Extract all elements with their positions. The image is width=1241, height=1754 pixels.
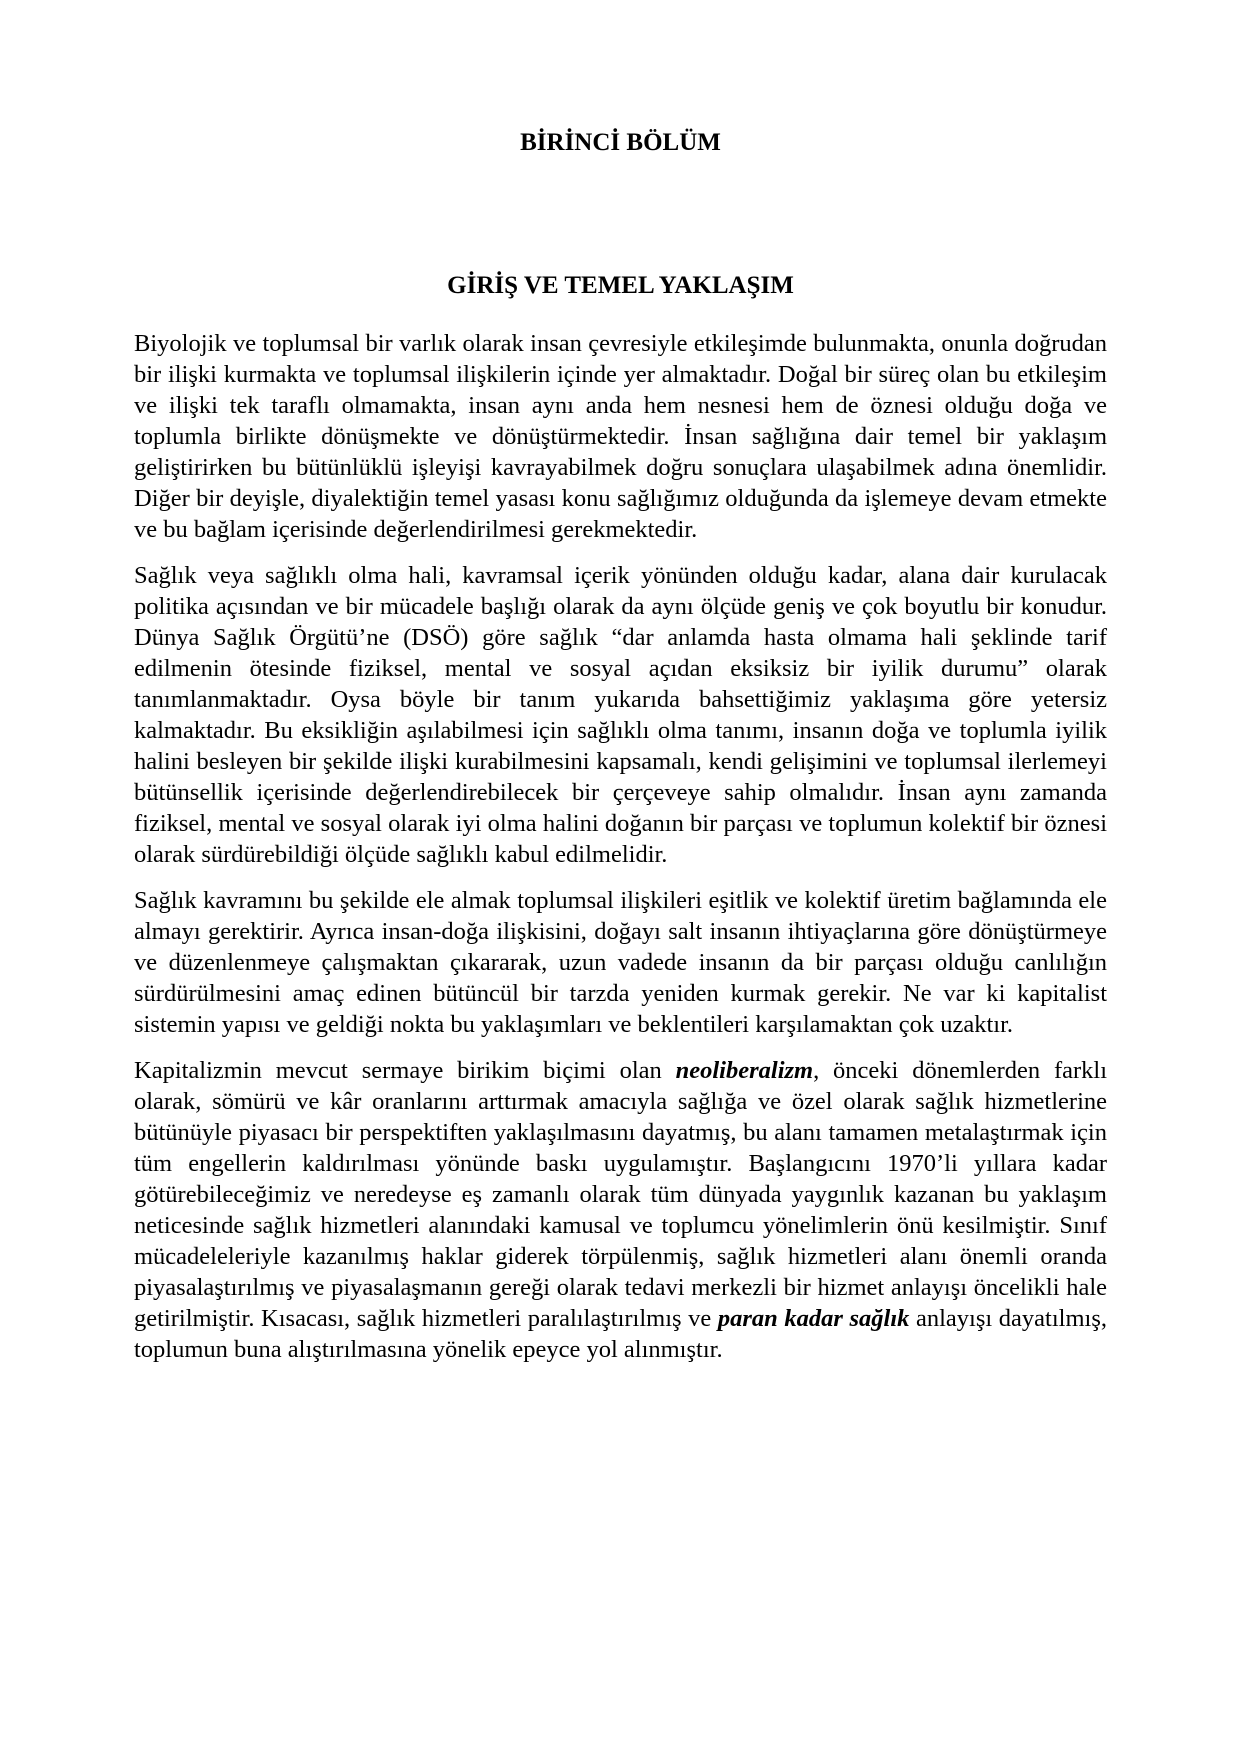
- emphasized-text: paran kadar sağlık: [717, 1305, 910, 1332]
- paragraph: [134, 560, 1107, 870]
- paragraph: [134, 328, 1107, 545]
- body-text: [134, 328, 1107, 1365]
- body-run: Sağlık kavramını bu şekilde ele almak toplumsal ilişkileri eşitlik ve kolektif üretim bağlamında ele almayı gerektirir. Ayrıca insan-doğa ilişkisini, doğayı salt insanın ihtiyaçlarına göre dönüştürmeye ve düzenlenmeye çalışmaktan çıkararak, uzun vadede insanın da bir parçası olduğu canlılığın sürdürülmesini amaç edinen bütüncül bir tarzda yeniden kurmak gerekir. Ne var ki kapitalist sistemin yapısı ve geldiği nokta bu yaklaşımları ve beklentileri karşılamaktan çok uzaktır.: [134, 887, 1107, 1038]
- paragraph: [134, 1055, 1107, 1365]
- body-run: anlayışı dayatılmış, toplumun buna alıştırılmasına yönelik epeyce yol alınmıştır.: [134, 1305, 1107, 1363]
- body-run: Biyolojik ve toplumsal bir varlık olarak insan çevresiyle etkileşimde bulunmakta, onunla doğrudan bir ilişki kurmakta ve toplumsal ilişkilerin içinde yer almaktadır. Doğal bir süreç olan bu etkileşim ve ilişki tek taraflı olmamakta, insan aynı anda hem nesnesi hem de öznesi olduğu doğa ve toplumla birlikte dönüşmekte ve dönüştürmektedir. İnsan sağlığına dair temel bir yaklaşım geliştirirken bu bütünlüklü işleyişi kavrayabilmek doğru sonuçlara ulaşabilmek adına önemlidir. Diğer bir deyişle, diyalektiğin temel yasası konu sağlığımız olduğunda da işlemeye devam etmekte ve bu bağlam içerisinde değerlendirilmesi gerekmektedir.: [134, 330, 1107, 543]
- paragraph: [134, 885, 1107, 1040]
- emphasized-text: neoliberalizm: [675, 1057, 814, 1084]
- chapter-title: BİRİNCİ BÖLÜM: [520, 129, 721, 156]
- section-title: GİRİŞ VE TEMEL YAKLAŞIM: [447, 272, 794, 299]
- body-run: , önceki dönemlerden farklı olarak, sömürü ve kâr oranlarını arttırmak amacıyla sağlığa ve özel olarak sağlık hizmetlerine bütünüyle piyasacı bir perspektiften yaklaşılmasını dayatmış, bu alanı tamamen metalaştırmak için tüm engellerin kaldırılması yönünde baskı uygulamıştır. Başlangıcını 1970’li yıllara kadar götürebileceğimiz ve neredeyse eş zamanlı olarak tüm dünyada yaygınlık kazanan bu yaklaşım neticesinde sağlık hizmetleri alanındaki kamusal ve toplumcu yönelimlerin önü kesilmiştir. Sınıf mücadeleleriyle kazanılmış haklar giderek törpülenmiş, sağlık hizmetleri alanı önemli oranda piyasalaştırılmış ve piyasalaşmanın gereği olarak tedavi merkezli bir hizmet anlayışı öncelikli hale getirilmiştir. Kısacası, sağlık hizmetleri paralılaştırılmış ve: [134, 1057, 1107, 1332]
- body-run: Sağlık veya sağlıklı olma hali, kavramsal içerik yönünden olduğu kadar, alana dair kurulacak politika açısından ve bir mücadele başlığı olarak da aynı ölçüde geniş ve çok boyutlu bir konudur. Dünya Sağlık Örgütü’ne (DSÖ) göre sağlık “dar anlamda hasta olmama hali şeklinde tarif edilmenin ötesinde fiziksel, mental ve sosyal açıdan eksiksiz bir iyilik durumu” olarak tanımlanmaktadır. Oysa böyle bir tanım yukarıda bahsettiğimiz yaklaşıma göre yetersiz kalmaktadır. Bu eksikliğin aşılabilmesi için sağlıklı olma tanımı, insanın doğa ve toplumla iyilik halini besleyen bir şekilde ilişki kurabilmesini kapsamalı, kendi gelişimini ve toplumsal ilerlemeyi bütünsellik içerisinde değerlendirebilecek bir çerçeveye sahip olmalıdır. İnsan aynı zamanda fiziksel, mental ve sosyal olarak iyi olma halini doğanın bir parçası ve toplumun kolektif bir öznesi olarak sürdürebildiği ölçüde sağlıklı kabul edilmelidir.: [134, 562, 1107, 868]
- body-run: Kapitalizmin mevcut sermaye birikim biçimi olan: [134, 1057, 676, 1084]
